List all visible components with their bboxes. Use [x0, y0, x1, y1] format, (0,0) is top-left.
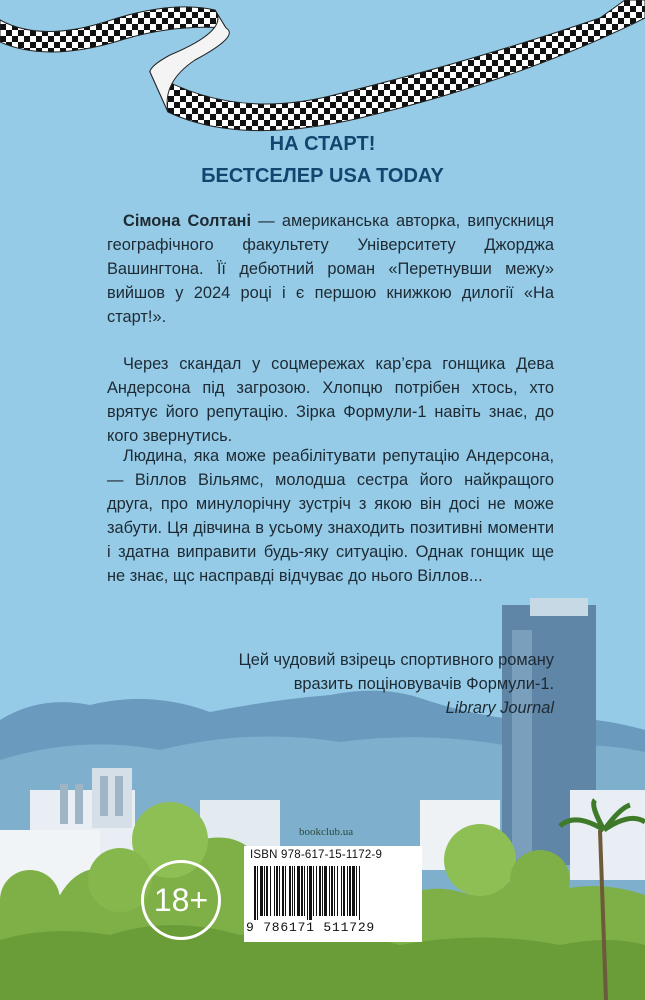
quote-line-2: вразить поціновувачів Формули-1. — [293, 675, 554, 693]
barcode-bar — [260, 866, 263, 916]
quote-line-1: Цей чудовий взірець спортивного роману — [238, 651, 554, 669]
barcode-bar — [309, 866, 312, 920]
barcode-bar — [349, 866, 351, 916]
barcode-bar — [343, 866, 345, 916]
barcode-bar — [307, 866, 308, 920]
barcode-bar — [359, 866, 360, 920]
heading-line-1: НА СТАРТ! — [269, 133, 376, 155]
barcode-panel — [244, 846, 422, 942]
barcode-bar — [279, 866, 280, 916]
barcode-bar — [313, 866, 314, 916]
publisher-url: bookclub.ua — [299, 826, 354, 838]
barcode-bar — [270, 866, 271, 916]
barcode-bar — [337, 866, 338, 916]
review-quote — [107, 648, 554, 720]
isbn-label: ISBN 978-617-15-1172-9 — [250, 849, 383, 861]
barcode-bar — [304, 866, 305, 916]
barcode-bar — [274, 866, 275, 916]
barcode-bar — [301, 866, 303, 916]
barcode-bar — [319, 866, 321, 916]
barcode-bar — [292, 866, 293, 916]
heading-line-2: БЕСТСЕЛЕР USA TODAY — [201, 165, 444, 187]
barcode-bar — [356, 866, 357, 916]
barcode-bar — [276, 866, 278, 916]
barcode-bar — [282, 866, 284, 916]
barcode-bar — [257, 866, 258, 920]
author-name: Сімона Солтані — [123, 212, 252, 230]
barcode-bar — [254, 866, 256, 920]
barcode-bar — [266, 866, 268, 916]
age-rating-badge: 18+ — [141, 860, 221, 940]
synopsis-paragraph-2: Людина, яка може реабілітувати репутацію Андерсона, — Віллов Вільямс, молодша сестра його найкращого друга, про минулорічну зустріч з якою він досі не може забути. Ця дівчина в усьому знаходить позитивні моменти і здатна виправити будь-яку ситуацію. Однак гонщик ще не знає, щс насправді відчуває до нього Віллов... — [107, 447, 554, 585]
barcode-digits: 9 786171 511729 — [246, 920, 376, 935]
cover-heading — [0, 128, 645, 192]
barcode-bar — [329, 866, 330, 916]
synopsis-paragraph-1: Через скандал у соцмережах кар’єра гонщика Дева Андерсона під загрозою. Хлопцю потрібен хтось, хто врятує його репутацію. Зірка Формули-1 навіть знає, до кого звернутись. — [107, 355, 554, 445]
barcode-bar — [285, 866, 286, 916]
barcode-bar — [341, 866, 342, 916]
quote-source: Library Journal — [445, 699, 554, 717]
barcode-bar — [297, 866, 300, 916]
checkered-ribbon-tail — [150, 0, 645, 131]
barcode-bar — [347, 866, 348, 916]
barcode-bar — [352, 866, 355, 916]
barcode-bar — [324, 866, 327, 916]
barcode-bar — [289, 866, 291, 916]
author-bio-text: — американська авторка, випускниця географічного факультету Університету Джорджа Вашингтона. Її дебютний роман «Перетнувши межу» вийшов у 2024 році і є першою книжкою дилогії «На старт!». — [107, 212, 554, 326]
barcode-bar — [334, 866, 335, 916]
barcode-bar — [294, 866, 295, 916]
barcode — [252, 866, 414, 920]
barcode-bar — [322, 866, 323, 916]
barcode-bar — [316, 866, 317, 916]
barcode-bar — [331, 866, 333, 916]
author-bio — [107, 209, 554, 329]
barcode-bar — [264, 866, 265, 916]
